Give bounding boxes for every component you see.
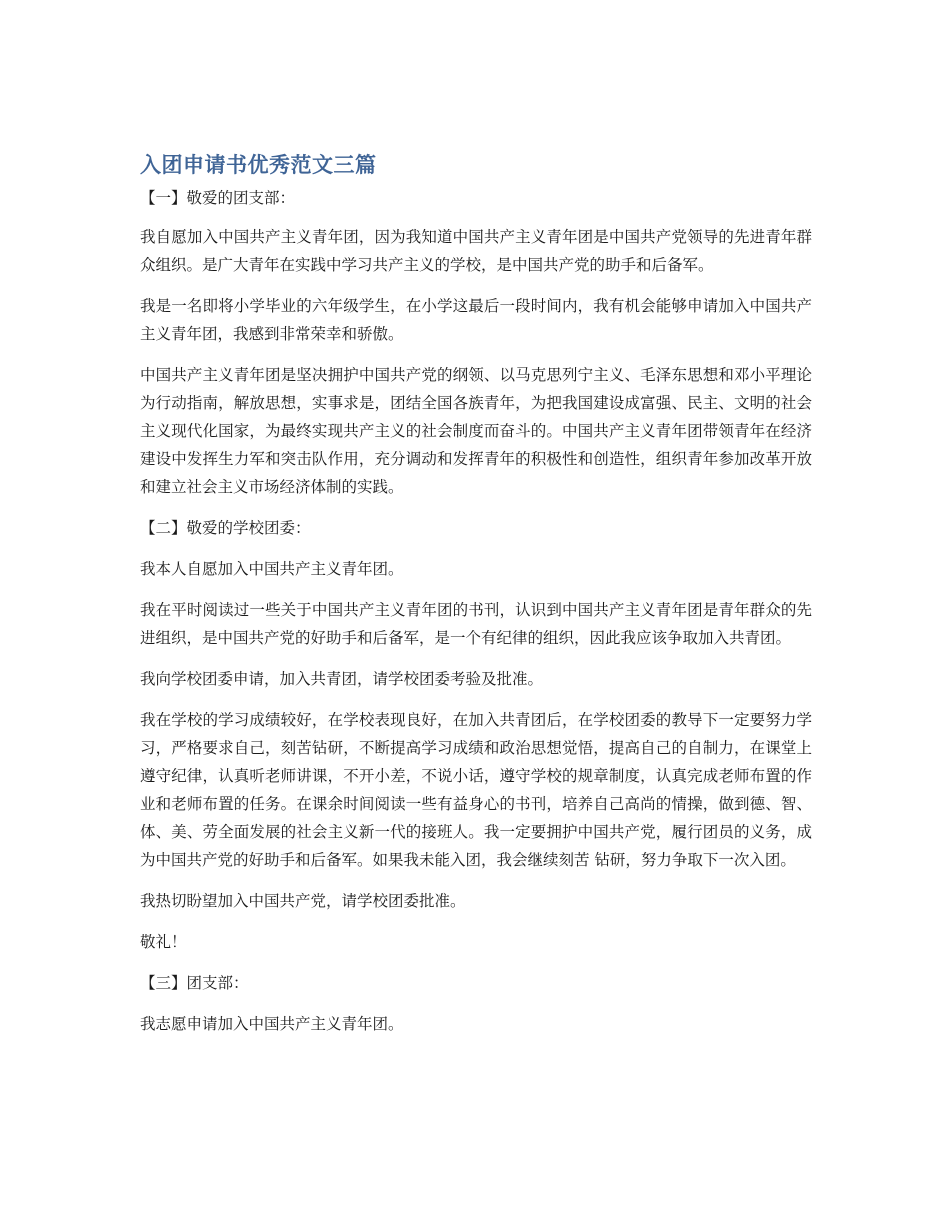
section-three-heading: 【三】团支部： (140, 974, 249, 992)
paragraph: 中国共产主义青年团是坚决拥护中国共产党的纲领、以马克思列宁主义、毛泽东思想和邓小平理论为行动指南，解放思想，实事求是，团结全国各族青年，为把我国建设成富强、民主、文明的社会主义现代化国家，为最终实现共产主义的社会制度而奋斗的。中国共产主义青年团带领青年在经济建设中发挥生力军和突击队作用，充分调动和发挥青年的积极性和创造性，组织青年参加改革开放和建立社会主义市场经济体制的实践。 (140, 366, 812, 496)
paragraph: 我在学校的学习成绩较好，在学校表现良好，在加入共青团后，在学校团委的教导下一定要努力学习，严格要求自己，刻苦钻研，不断提高学习成绩和政治思想觉悟，提高自己的自制力，在课堂上遵守纪律，认真听老师讲课，不开小差，不说小话，遵守学校的规章制度，认真完成老师布置的作业和老师布置的任务。在课余时间阅读一些有益身心的书刊，培养自己高尚的情操，做到德、智、体、美、劳全面发展的社会主义新一代的接班人。我一定要拥护中国共产党，履行团员的义务，成为中国共产党的好助手和后备军。如果我未能入团，我会继续刻苦 钻研，努力争取下一次入团。 (140, 711, 812, 869)
salutation: 敬礼！ (140, 933, 187, 951)
paragraph: 我在平时阅读过一些关于中国共产主义青年团的书刊，认识到中国共产主义青年团是青年群众的先进组织，是中国共产党的好助手和后备军，是一个有纪律的组织，因此我应该争取加入共青团。 (140, 601, 812, 647)
paragraph: 我志愿申请加入中国共产主义青年团。 (140, 1015, 404, 1033)
paragraph: 我本人自愿加入中国共产主义青年团。 (140, 560, 404, 578)
section-two-heading: 【二】敬爱的学校团委： (140, 519, 311, 537)
paragraph: 我是一名即将小学毕业的六年级学生，在小学这最后一段时间内，我有机会能够申请加入中国共产主义青年团，我感到非常荣幸和骄傲。 (140, 297, 812, 343)
paragraph: 我热切盼望加入中国共产党，请学校团委批准。 (140, 892, 466, 910)
paragraph: 我自愿加入中国共产主义青年团，因为我知道中国共产主义青年团是中国共产党领导的先进青年群众组织。是广大青年在实践中学习共产主义的学校，是中国共产党的助手和后备军。 (140, 228, 812, 274)
document-title: 入团申请书优秀范文三篇 (140, 153, 377, 177)
section-one-heading: 【一】敬爱的团支部： (140, 189, 296, 207)
paragraph: 我向学校团委申请，加入共青团，请学校团委考验及批准。 (140, 670, 544, 688)
document-body (140, 150, 812, 1051)
